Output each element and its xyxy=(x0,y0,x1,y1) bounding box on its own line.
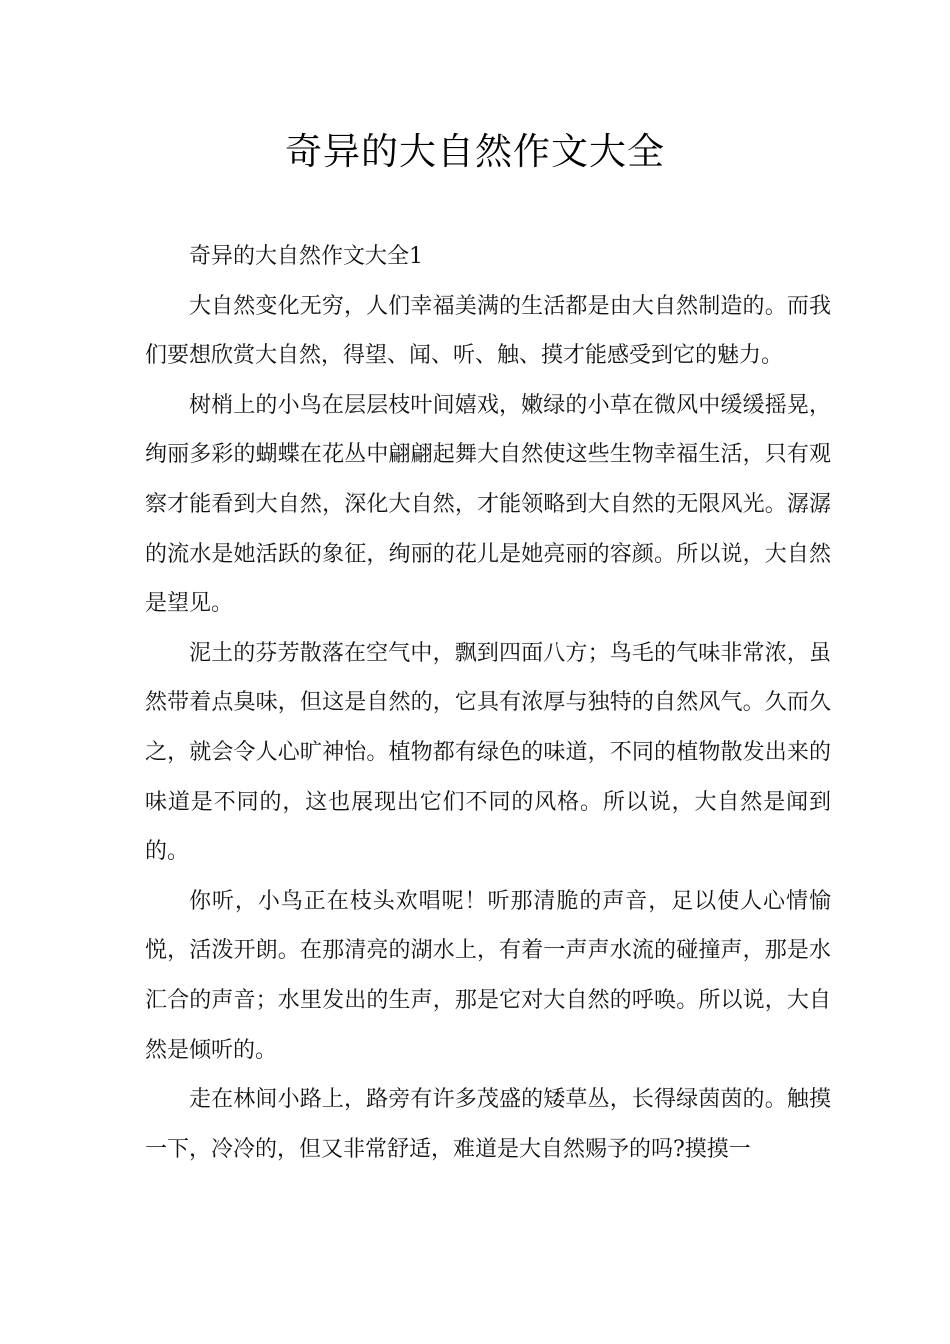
paragraph: 大自然变化无穷，人们幸福美满的生活都是由大自然制造的。而我们要想欣赏大自然，得望、闻、听、触、摸才能感受到它的魅力。 xyxy=(145,293,831,369)
paragraph: 你听，小鸟正在枝头欢唱呢！听那清脆的声音，足以使人心情愉悦，活泼开朗。在那清亮的湖水上，有着一声声水流的碰撞声，那是水汇合的声音；水里发出的生声，那是它对大自然的呼唤。所以说，大自然是倾听的。 xyxy=(145,888,831,1063)
paragraph-subtitle: 奇异的大自然作文大全1 xyxy=(189,244,423,269)
paragraph: 走在林间小路上，路旁有许多茂盛的矮草丛，长得绿茵茵的。触摸一下，冷冷的，但又非常舒适，难道是大自然赐予的吗?摸摸一 xyxy=(145,1087,831,1162)
document-title: 奇异的大自然作文大全 xyxy=(285,130,665,173)
document-body xyxy=(145,232,831,1174)
paragraph: 泥土的芬芳散落在空气中，飘到四面八方；鸟毛的气味非常浓，虽然带着点臭味，但这是自然的，它具有浓厚与独特的自然风气。久而久之，就会令人心旷神怡。植物都有绿色的味道，不同的植物散发出来的味道是不同的，这也展现出它们不同的风格。所以说，大自然是闻到的。 xyxy=(145,640,831,865)
paragraph: 树梢上的小鸟在层层枝叶间嬉戏，嫩绿的小草在微风中缓缓摇晃，绚丽多彩的蝴蝶在花丛中翩翩起舞大自然使这些生物幸福生活，只有观察才能看到大自然，深化大自然，才能领略到大自然的无限风光。潺潺的流水是她活跃的象征，绚丽的花儿是她亮丽的容颜。所以说，大自然是望见。 xyxy=(145,392,831,617)
